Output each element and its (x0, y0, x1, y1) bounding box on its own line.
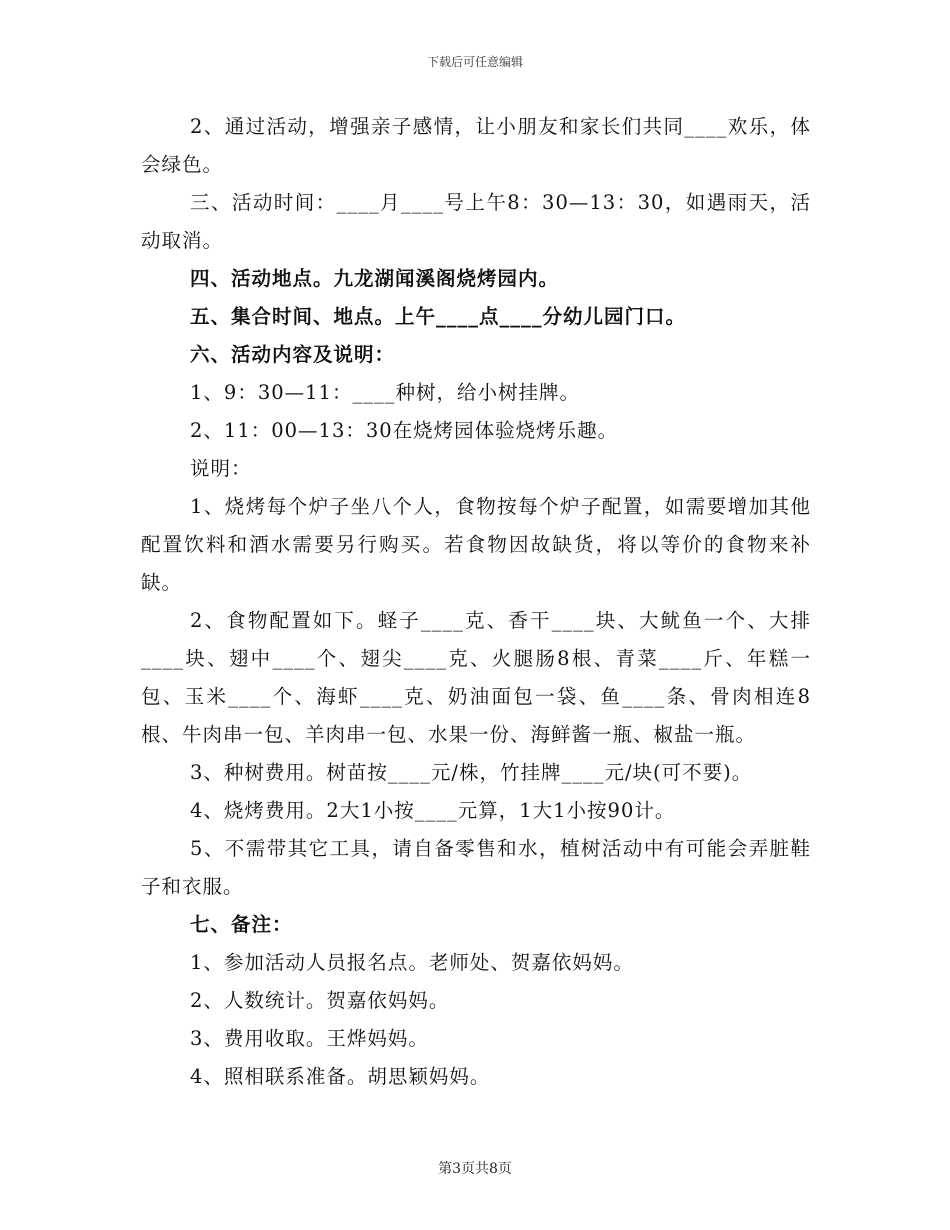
note-food-configuration: 2、食物配置如下。蛏子____克、香干____块、大鱿鱼一个、大排____块、翅中____个、翅尖____克、火腿肠8根、青菜____斤、年糕一包、玉米____个、海虾____克、奶油面包一袋、鱼____条、骨肉相连8根、牛肉串一包、羊肉串一包、水果一份、海鲜酱一瓶、椒盐一瓶。 (141, 609, 811, 746)
heading-activity-location: 四、活动地点。九龙湖闻溪阁烧烤园内。 (190, 267, 560, 290)
remark-headcount: 2、人数统计。贺嘉依妈妈。 (190, 989, 450, 1012)
note-self-supplies: 5、不需带其它工具，请自备零售和水，植树活动中有可能会弄脏鞋子和衣服。 (141, 837, 811, 898)
document-body (141, 108, 811, 1096)
paragraph-activity-time: 三、活动时间：____月____号上午8：30—13：30，如遇雨天，活动取消。 (141, 191, 811, 252)
paragraph-goal-2: 2、通过活动，增强亲子感情，让小朋友和家长们共同____欢乐，体会绿色。 (141, 115, 811, 176)
page-header: 下载后可任意编辑 (426, 55, 523, 69)
heading-gathering-time-place: 五、集合时间、地点。上午____点____分幼儿园门口。 (190, 305, 687, 328)
heading-activity-content: 六、活动内容及说明： (190, 343, 396, 366)
remark-fee-collection: 3、费用收取。王烨妈妈。 (190, 1027, 429, 1050)
note-barbecue-cost: 4、烧烤费用。2大1小按____元算，1大1小按90计。 (190, 799, 676, 822)
heading-remarks: 七、备注： (190, 913, 293, 936)
remark-registration: 1、参加活动人员报名点。老师处、贺嘉依妈妈。 (190, 951, 634, 974)
note-tree-cost: 3、种树费用。树苗按____元/株，竹挂牌____元/块(可不要)。 (190, 761, 753, 784)
list-item-barbecue: 2、11：00—13：30在烧烤园体验烧烤乐趣。 (190, 419, 619, 442)
label-notes: 说明： (190, 457, 252, 480)
page-number-footer: 第3页共8页 (438, 1161, 512, 1177)
remark-photography: 4、照相联系准备。胡思颖妈妈。 (190, 1065, 491, 1088)
note-stove-seating: 1、烧烤每个炉子坐八个人，食物按每个炉子配置，如需要增加其他配置饮料和酒水需要另行购买。若食物因故缺货，将以等价的食物来补缺。 (141, 495, 811, 594)
list-item-tree-planting: 1、9：30—11：____种树，给小树挂牌。 (190, 381, 580, 404)
